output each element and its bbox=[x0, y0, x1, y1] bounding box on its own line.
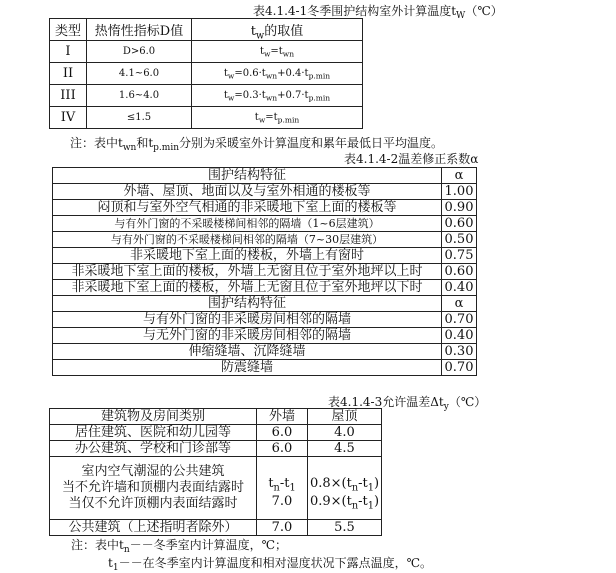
table-row bbox=[53, 200, 477, 216]
table-row bbox=[53, 232, 477, 248]
table2-alpha-cell: 0.70 bbox=[442, 360, 477, 376]
table1-header-d: 热惰性指标D值 bbox=[87, 19, 192, 41]
table-row bbox=[50, 63, 363, 85]
table3-header-type: 建筑物及房间类别 bbox=[50, 409, 257, 425]
table1-tw-cell: $t_w=0.6\cdot t_{wn}+0.4\cdot t_{p.min}$ bbox=[192, 63, 363, 85]
table-row bbox=[53, 312, 477, 328]
table2-feature-cell: 非采暖地下室上面的楼板，外墙上有窗时 bbox=[53, 248, 442, 264]
table3-humid-line2: 当不允许墙和顶棚内表面结露时 bbox=[61, 480, 244, 495]
table-row bbox=[50, 85, 363, 107]
table2-alpha-cell: 0.60 bbox=[442, 264, 477, 280]
table2-feature-cell: 防震缝墙 bbox=[53, 360, 442, 376]
table2-feature-cell: 非采暖地下室上面的楼板，外墙上无窗且位于室外地坪以下时 bbox=[53, 280, 442, 296]
table-row bbox=[53, 216, 477, 232]
table2-feature-cell: 与有外门窗的非采暖房间相邻的隔墙 bbox=[53, 312, 442, 328]
table2-alpha-cell: 0.40 bbox=[442, 328, 477, 344]
table-row bbox=[53, 328, 477, 344]
table1-d-cell: 4.1~6.0 bbox=[87, 63, 192, 85]
table3-humid-wall-cell bbox=[257, 457, 308, 520]
table1-d-cell: D>6.0 bbox=[87, 41, 192, 63]
table2-feature-cell: 与有外门窗的不采暖楼梯间相邻的隔墙（7~30层建筑） bbox=[53, 232, 442, 248]
table3-humid-wall2: 7.0 bbox=[271, 494, 293, 509]
table3-humid-line3: 当仅不允许顶棚内表面结露时 bbox=[68, 496, 238, 511]
table-row bbox=[50, 520, 382, 536]
table2-header2-row bbox=[53, 296, 477, 312]
table3-type-cell: 办公建筑、学校和门诊部等 bbox=[50, 441, 257, 457]
table3-humid-roof1: $0.8\times(t_n-t_1)$ bbox=[309, 476, 380, 494]
table2-alpha-cell: 0.40 bbox=[442, 280, 477, 296]
table2-header-alpha: α bbox=[442, 168, 477, 184]
table-row bbox=[50, 457, 382, 520]
table3-type-cell: 公共建筑（上述指明者除外） bbox=[50, 520, 257, 536]
table1-tw-cell: $t_w=t_{p.min}$ bbox=[192, 107, 363, 129]
table-row bbox=[50, 441, 382, 457]
table2-alpha-cell: 0.30 bbox=[442, 344, 477, 360]
table3-type-cell: 居住建筑、医院和幼儿园等 bbox=[50, 425, 257, 441]
table-row bbox=[53, 184, 477, 200]
table1-d-cell: ≤1.5 bbox=[87, 107, 192, 129]
table3-note-line2: $t_1--$在冬季室内计算温度和相对湿度状况下露点温度，℃。 bbox=[108, 556, 432, 573]
table1-tw-cell: $t_w=t_{wn}$ bbox=[192, 41, 363, 63]
table3-caption: 表4.1.4-3允许温差$\Delta t_y(℃)$ bbox=[328, 395, 487, 413]
table3-humid-roof-cell bbox=[308, 457, 382, 520]
table3-header-roof: 屋顶 bbox=[308, 409, 382, 425]
table3-humid-line1: 室内空气潮湿的公共建筑 bbox=[81, 464, 225, 479]
table2-alpha-cell: 0.50 bbox=[442, 232, 477, 248]
table3-note-line1: 注：表中$t_n--$冬季室内计算温度，℃； bbox=[71, 538, 288, 556]
table2-alpha-cell: 0.70 bbox=[442, 312, 477, 328]
table2 bbox=[52, 167, 477, 376]
table2-feature-cell: 与有外门窗的不采暖楼梯间相邻的隔墙（1~6层建筑） bbox=[53, 216, 442, 232]
table3-humid-type-cell bbox=[50, 457, 257, 520]
table3-wall-cell: 7.0 bbox=[257, 520, 308, 536]
table3-humid-roof2: $0.9\times(t_n-t_1)$ bbox=[309, 494, 380, 512]
table2-feature-cell: 非采暖地下室上面的楼板，外墙上无窗且位于室外地坪以上时 bbox=[53, 264, 442, 280]
table2-header-feature: 围护结构特征 bbox=[53, 168, 442, 184]
table3 bbox=[49, 408, 382, 536]
table2-alpha-cell: 0.75 bbox=[442, 248, 477, 264]
table2-alpha-cell: 0.60 bbox=[442, 216, 477, 232]
table3-wall-cell: 6.0 bbox=[257, 441, 308, 457]
table2-feature-cell: 闷顶和与室外空气相通的非采暖地下室上面的楼板等 bbox=[53, 200, 442, 216]
table-row bbox=[50, 107, 363, 129]
table2-header2-feature: 围护结构特征 bbox=[53, 296, 442, 312]
table2-header-row bbox=[53, 168, 477, 184]
table2-feature-cell: 伸缩缝墙、沉降缝墙 bbox=[53, 344, 442, 360]
table-row bbox=[53, 344, 477, 360]
table1-type-cell: IV bbox=[50, 107, 87, 129]
table1-note: 注：表中$t_{wn}$和$t_{p.min}$分别为采暖室外计算温度和累年最低日平均温度。 bbox=[70, 136, 444, 154]
table-row bbox=[53, 280, 477, 296]
table-row bbox=[53, 264, 477, 280]
table1-header-row bbox=[50, 19, 363, 41]
table2-alpha-cell: 0.90 bbox=[442, 200, 477, 216]
table-row bbox=[53, 360, 477, 376]
table2-feature-cell: 与无外门窗的非采暖房间相邻的隔墙 bbox=[53, 328, 442, 344]
table3-roof-cell: 4.0 bbox=[308, 425, 382, 441]
table1-tw-cell: $t_w=0.3\cdot t_{wn}+0.7\cdot t_{p.min}$ bbox=[192, 85, 363, 107]
table3-wall-cell: 6.0 bbox=[257, 425, 308, 441]
table1-header-tw: $t_w$的取值 bbox=[192, 19, 363, 41]
table1-type-cell: III bbox=[50, 85, 87, 107]
table-row bbox=[50, 41, 363, 63]
table1-d-cell: 1.6~4.0 bbox=[87, 85, 192, 107]
table2-caption: 表4.1.4-2温差修正系数α bbox=[344, 152, 479, 166]
table3-humid-wall1: $t_n-t_1$ bbox=[268, 476, 296, 494]
table3-roof-cell: 4.5 bbox=[308, 441, 382, 457]
table3-header-row bbox=[50, 409, 382, 425]
table2-header2-alpha: α bbox=[442, 296, 477, 312]
table2-alpha-cell: 1.00 bbox=[442, 184, 477, 200]
table1-caption: 表4.1.4-1冬季围护结构室外计算温度$t_W(℃)$ bbox=[253, 4, 503, 22]
table1-type-cell: II bbox=[50, 63, 87, 85]
table1 bbox=[49, 18, 363, 129]
table-row bbox=[53, 248, 477, 264]
table1-header-type: 类型 bbox=[50, 19, 87, 41]
table-row bbox=[50, 425, 382, 441]
table2-feature-cell: 外墙、屋顶、地面以及与室外相通的楼板等 bbox=[53, 184, 442, 200]
table3-header-wall: 外墙 bbox=[257, 409, 308, 425]
table3-roof-cell: 5.5 bbox=[308, 520, 382, 536]
table1-type-cell: I bbox=[50, 41, 87, 63]
